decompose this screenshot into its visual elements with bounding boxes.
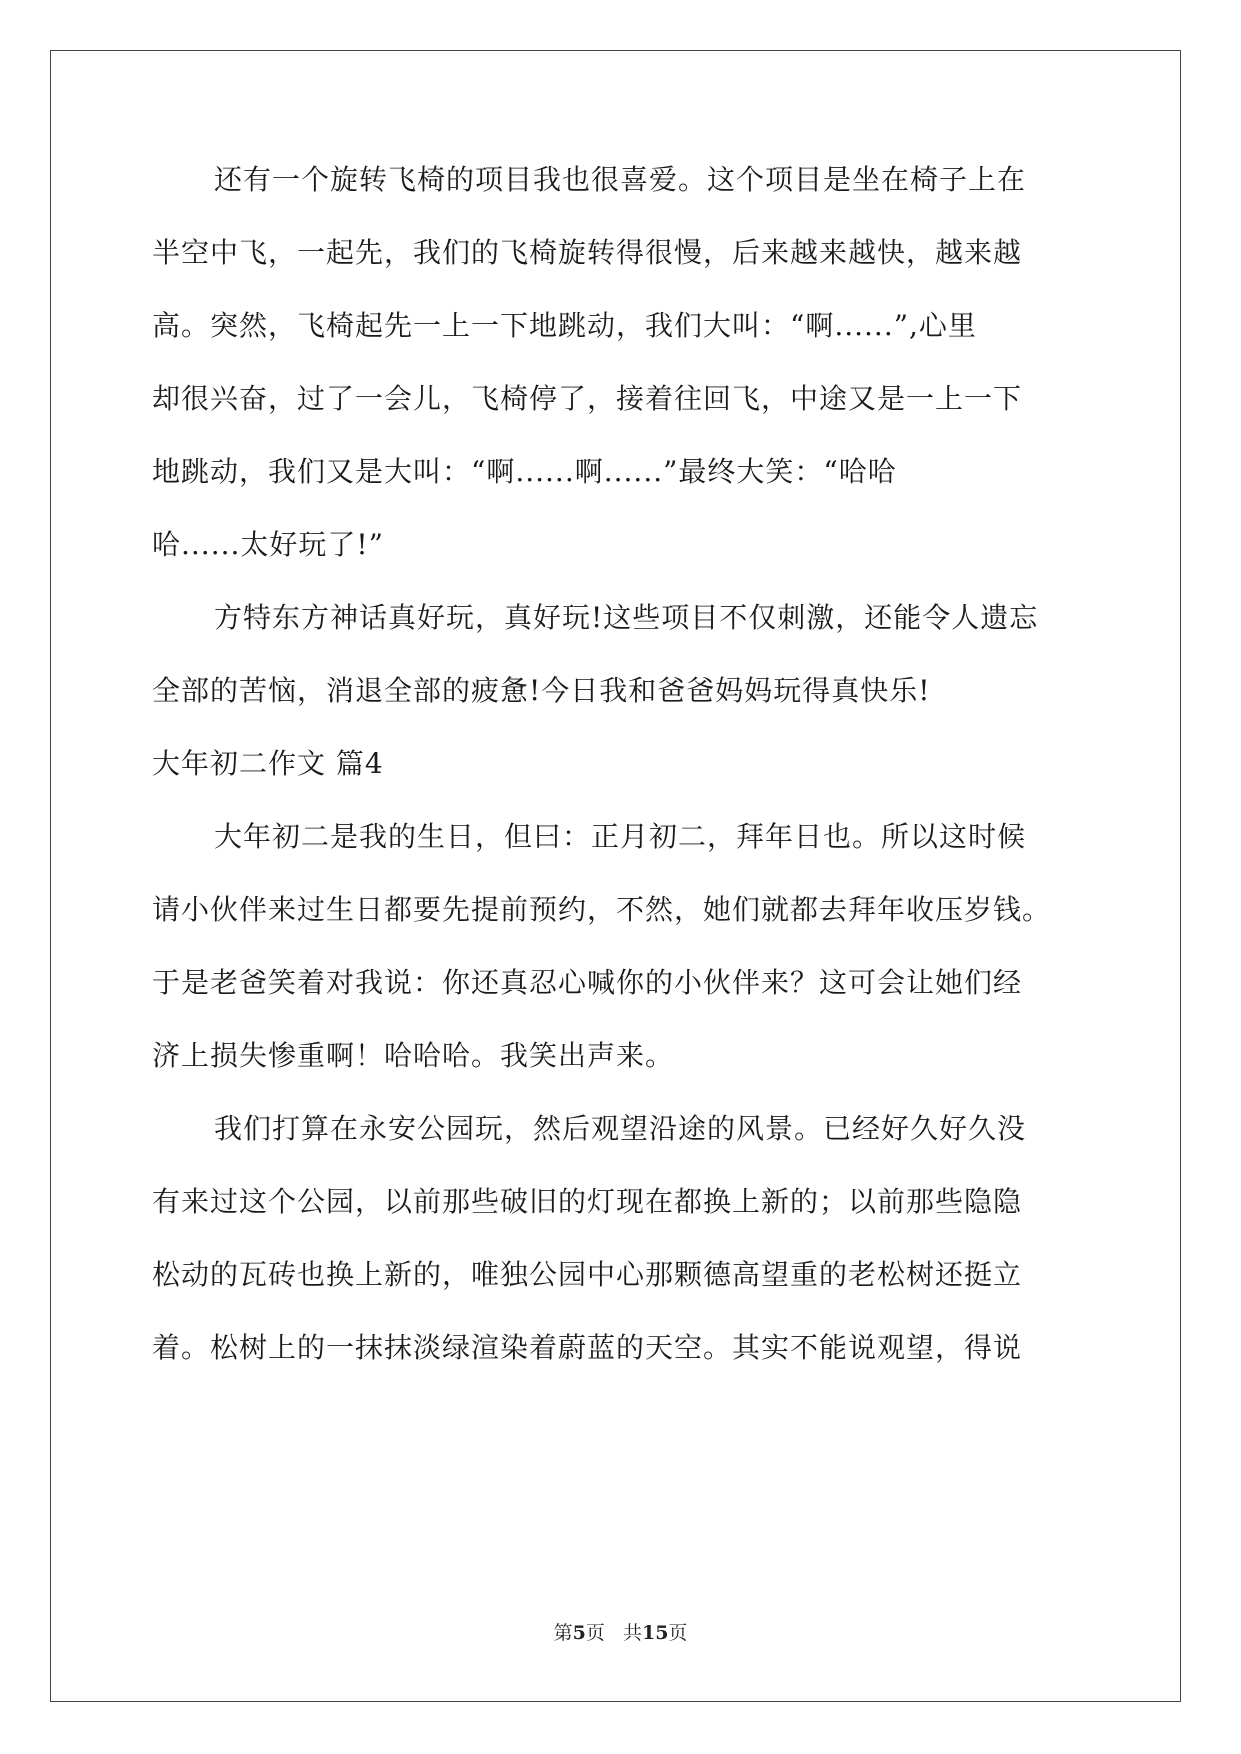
- paragraph-line: 全部的苦恼，消退全部的疲惫!今日我和爸爸妈妈玩得真快乐!: [152, 674, 931, 707]
- paragraph-line: 半空中飞，一起先，我们的飞椅旋转得很慢，后来越来越快，越来越: [152, 236, 1023, 269]
- paragraph-line: 请小伙伴来过生日都要先提前预约，不然，她们就都去拜年收压岁钱。: [152, 893, 1052, 926]
- page-number: 5: [572, 1622, 586, 1644]
- page-suffix: 页: [585, 1622, 605, 1644]
- total-pages: 15: [641, 1622, 669, 1644]
- paragraph-line: 济上损失惨重啊！哈哈哈。我笑出声来。: [152, 1039, 675, 1072]
- page-footer: [0, 1618, 1241, 1645]
- total-suffix: 页: [668, 1622, 688, 1644]
- page-prefix: 第: [553, 1622, 573, 1644]
- paragraph-line: 松动的瓦砖也换上新的，唯独公园中心那颗德高望重的老松树还挺立: [152, 1258, 1023, 1291]
- paragraph-line: 还有一个旋转飞椅的项目我也很喜爱。这个项目是坐在椅子上在: [214, 163, 1027, 196]
- paragraph-line: 有来过这个公园，以前那些破旧的灯现在都换上新的；以前那些隐隐: [152, 1185, 1023, 1218]
- paragraph-line: 大年初二是我的生日，但曰：正月初二，拜年日也。所以这时候: [214, 820, 1027, 853]
- paragraph-line: 方特东方神话真好玩，真好玩!这些项目不仅刺激，还能令人遗忘: [214, 601, 1039, 634]
- paragraph-line: 却很兴奋，过了一会儿，飞椅停了，接着往回飞，中途又是一上一下: [152, 382, 1023, 415]
- paragraph-line: 哈......太好玩了!”: [152, 528, 384, 561]
- paragraph-line: 着。松树上的一抹抹淡绿渲染着蔚蓝的天空。其实不能说观望，得说: [152, 1331, 1023, 1364]
- paragraph-line: 我们打算在永安公园玩，然后观望沿途的风景。已经好久好久没: [214, 1112, 1027, 1145]
- page-border: [50, 50, 1181, 1702]
- section-heading: 大年初二作文 篇4: [152, 747, 384, 780]
- paragraph-line: 高。突然，飞椅起先一上一下地跳动，我们大叫：“啊......”,心里: [152, 309, 977, 342]
- total-prefix: 共: [622, 1622, 642, 1644]
- paragraph-line: 地跳动，我们又是大叫：“啊......啊......”最终大笑：“哈哈: [152, 455, 897, 488]
- paragraph-line: 于是老爸笑着对我说：你还真忍心喊你的小伙伴来？这可会让她们经: [152, 966, 1023, 999]
